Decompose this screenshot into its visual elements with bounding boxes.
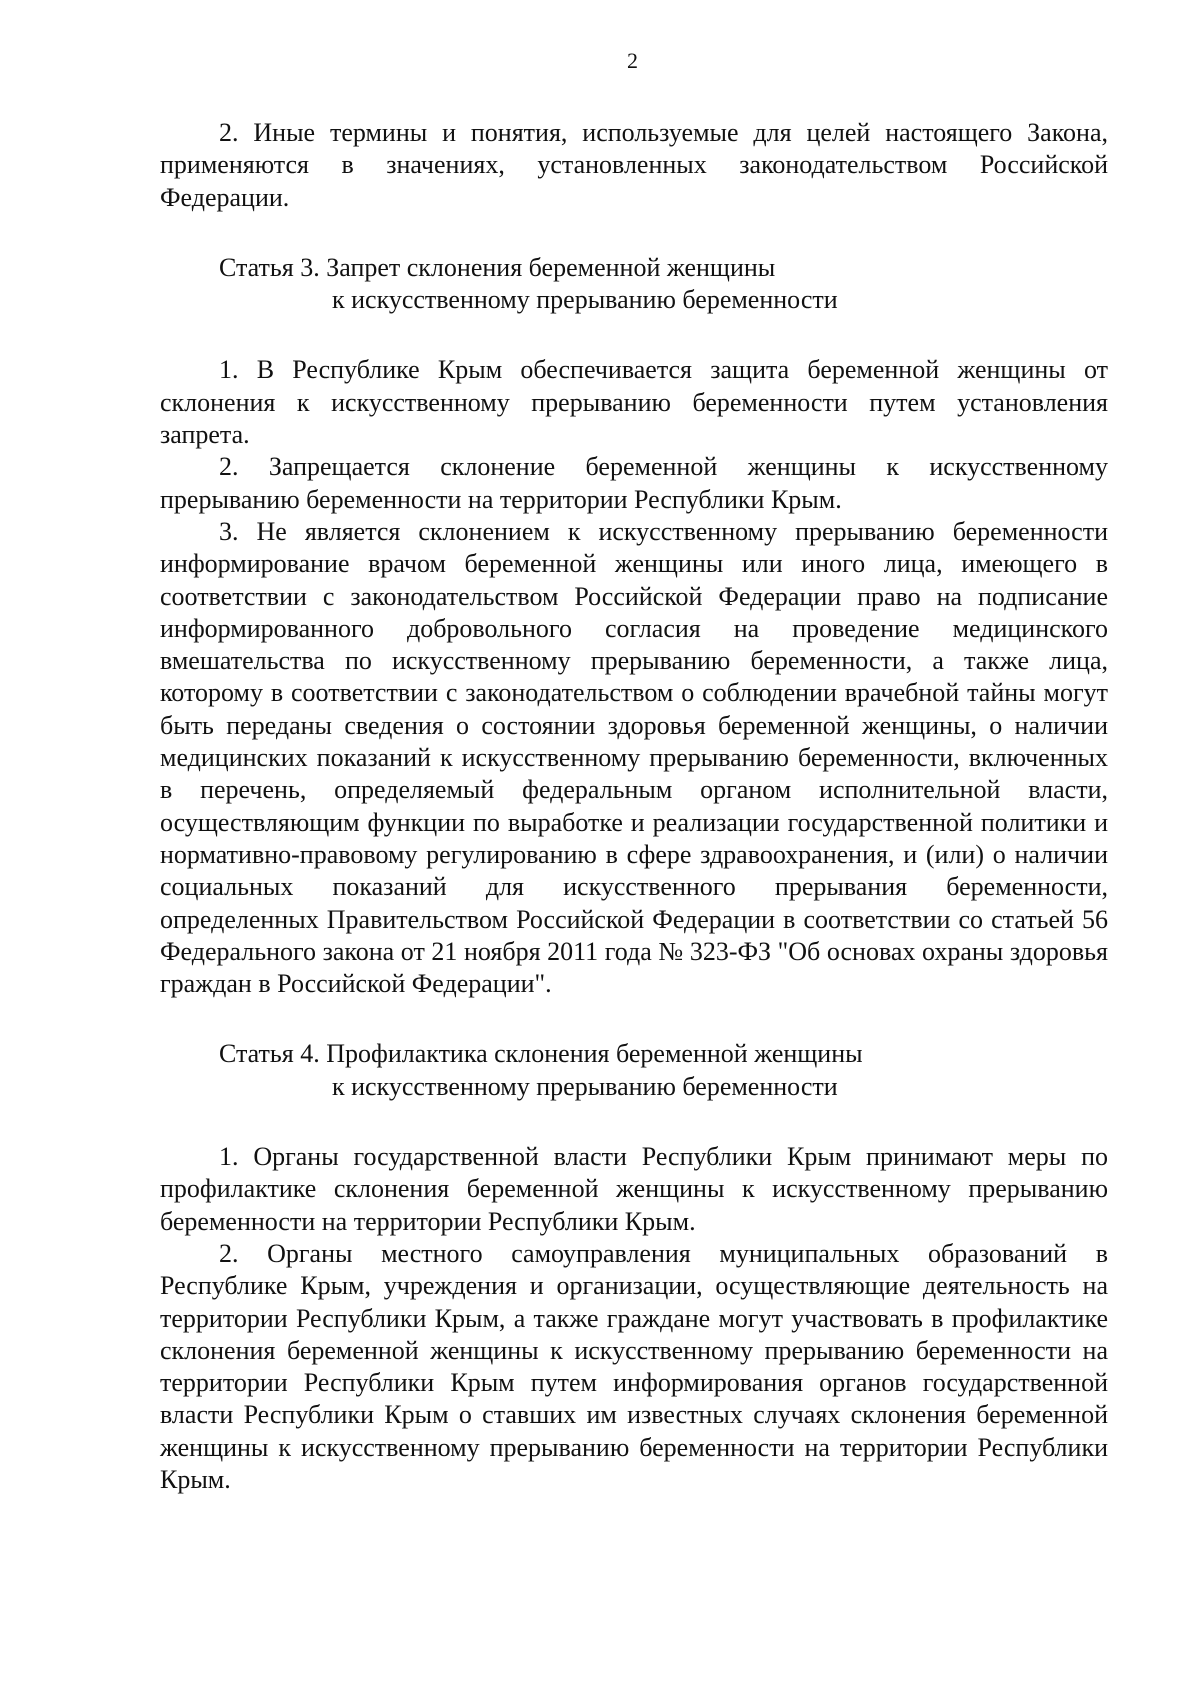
article-3-item-2: 2. Запрещается склонение беременной женщины к искусственному прерыванию беременности на территории Республики Крым. bbox=[160, 452, 1108, 514]
article-3-item-1: 1. В Республике Крым обеспечивается защита беременной женщины от склонения к искусственному прерыванию беременности путем установления запрета. bbox=[160, 355, 1108, 450]
article-4-heading-line-2: к искусственному прерыванию беременности bbox=[332, 1071, 838, 1101]
article-2-item-2: 2. Иные термины и понятия, используемые для целей настоящего Закона, применяются в значениях, установленных законодательством Российской Федерации. bbox=[160, 118, 1108, 212]
article-4-heading-line-1: Статья 4. Профилактика склонения беременной женщины bbox=[219, 1039, 863, 1069]
article-3-heading bbox=[160, 252, 1108, 317]
article-3-heading-line-1: Статья 3. Запрет склонения беременной женщины bbox=[219, 252, 776, 282]
article-3-item-3: 3. Не является склонением к искусственному прерыванию беременности информирование врачом беременной женщины или иного лица, имеющего в соответствии с законодательством Российской Федерации право на подписание информированного добровольного согласия на проведение медицинского вмешательства по искусственному прерыванию беременности, а также лица, которому в соответствии с законодательством о соблюдении врачебной тайны могут быть переданы сведения о состоянии здоровья беременной женщины, о наличии медицинских показаний к искусственному прерыванию беременности, включенных в перечень, определяемый федеральным органом исполнительной власти, осуществляющим функции по выработке и реализации государственной политики и нормативно-правовому регулированию в сфере здравоохранения, и (или) о наличии социальных показаний для искусственного прерывания беременности, определенных Правительством Российской Федерации в соответствии со статьей 56 Федерального закона от 21 ноября 2011 года № 323-ФЗ "Об основах охраны здоровья граждан в Российской Федерации". bbox=[160, 516, 1108, 999]
page-number: 2 bbox=[627, 48, 638, 73]
article-4-item-1: 1. Органы государственной власти Республики Крым принимают меры по профилактике склонения беременной женщины к искусственному прерыванию беременности на территории Республики Крым. bbox=[160, 1142, 1108, 1236]
article-4-heading bbox=[160, 1038, 1108, 1103]
article-4-item-2: 2. Органы местного самоуправления муниципальных образований в Республике Крым, учреждения и организации, осуществляющие деятельность на территории Республики Крым, а также граждане могут участвовать в профилактике склонения беременной женщины к искусственному прерыванию беременности на территории Республики Крым путем информирования органов государственной власти Республики Крым о ставших им известных случаях склонения беременной женщины к искусственному прерыванию беременности на территории Республики Крым. bbox=[160, 1238, 1108, 1494]
document-body bbox=[160, 117, 1108, 1496]
article-3-heading-line-2: к искусственному прерыванию беременности bbox=[332, 285, 838, 315]
